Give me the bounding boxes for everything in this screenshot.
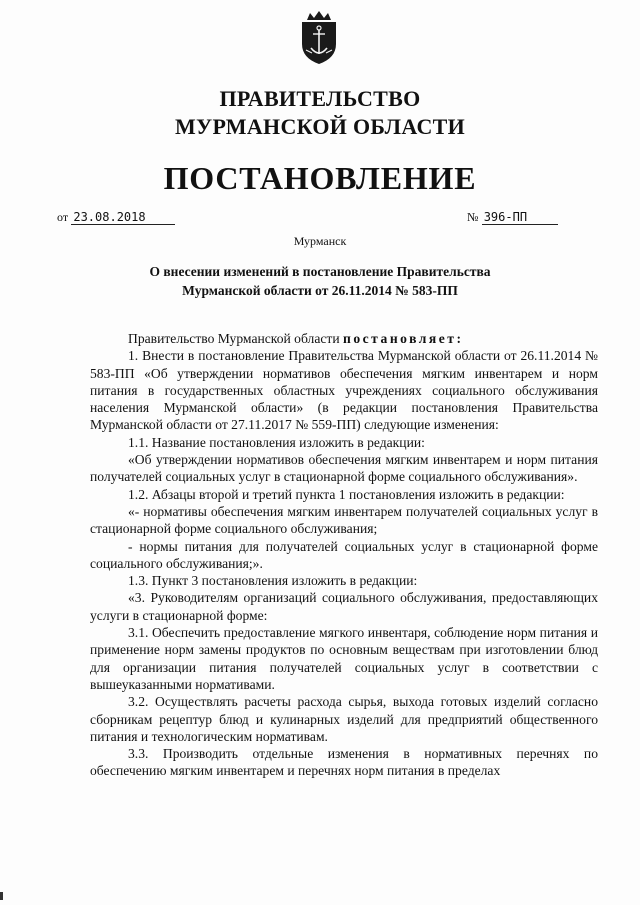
paragraph-1-2: 1.2. Абзацы второй и третий пункта 1 постановления изложить в редакции: [128,486,565,502]
paragraph-1-1-quote: «Об утверждении нормативов обеспечения мягким инвентарем и норм питания получателей социальных услуг в стационарной форме социального обслуживания». [90,452,598,485]
intro-text: Правительство Мурманской области [128,331,344,346]
government-title-line1: ПРАВИТЕЛЬСТВО [219,86,421,111]
paragraph-3-1: 3.1. Обеспечить предоставление мягкого инвентаря, соблюдение норм питания и применение норм замены продуктов по основным веществам при изготовлении блюд для организации питания получателей социальных услуг в соответствии с вышеуказанными нормативами. [90,625,598,692]
document-date [57,209,175,225]
document-number [467,209,558,225]
paragraph-1-3-quote: «3. Руководителям организаций социального обслуживания, предоставляющих услуги в стационарной форме: [90,590,598,623]
paragraph-1-2-item-a: «- нормативы обеспечения мягким инвентарем получателей социальных услуг в стационарной форме социального обслуживания; [90,503,598,537]
document-body [90,330,598,780]
document-type-title: ПОСТАНОВЛЕНИЕ [163,160,477,196]
paragraph-1-1: 1.1. Название постановления изложить в редакции: [128,434,425,450]
number-value: 396-ПП [482,210,558,225]
date-value: 23.08.2018 [71,210,175,225]
number-prefix: № [467,210,479,224]
paragraph-1: 1. Внести в постановление Правительства Мурманской области от 26.11.2014 № 583-ПП «Об утверждении нормативов обеспечения мягким инвентарем и норм питания в государственных областных учреждениях социального обслуживания населения Мурманской области» (в редакции постановления Правительства Мурманской области от 27.11.2017 № 559-ПП) следующие изменения: [90,348,598,433]
paragraph-1-3: 1.3. Пункт 3 постановления изложить в редакции: [128,573,418,589]
paragraph-3-2: 3.2. Осуществлять расчеты расхода сырья, выхода готовых изделий согласно сборникам рецептур блюд и кулинарных изделий для предприятий общественного питания и технологическим нормативам. [90,694,598,744]
paragraph-1-2-item-b: - нормы питания для получателей социальных услуг в стационарной форме социального обслуживания;». [90,538,598,571]
paragraph-3-3: 3.3. Производить отдельные изменения в нормативных перечнях по обеспечению мягким инвентарем и перечнях норм питания в пределах [90,746,598,779]
coat-of-arms-emblem [298,10,340,66]
intro-decree-word: постановляет: [343,331,464,346]
intro-paragraph [90,330,598,347]
city-name: Мурманск [293,234,347,248]
government-title-line2: МУРМАНСКОЙ ОБЛАСТИ [174,114,466,139]
document-subject: О внесении изменений в постановление Правительства Мурманской области от 26.11.2014 № 583-ПП [149,264,491,298]
scan-edge-mark [0,892,3,900]
date-prefix: от [57,210,69,224]
